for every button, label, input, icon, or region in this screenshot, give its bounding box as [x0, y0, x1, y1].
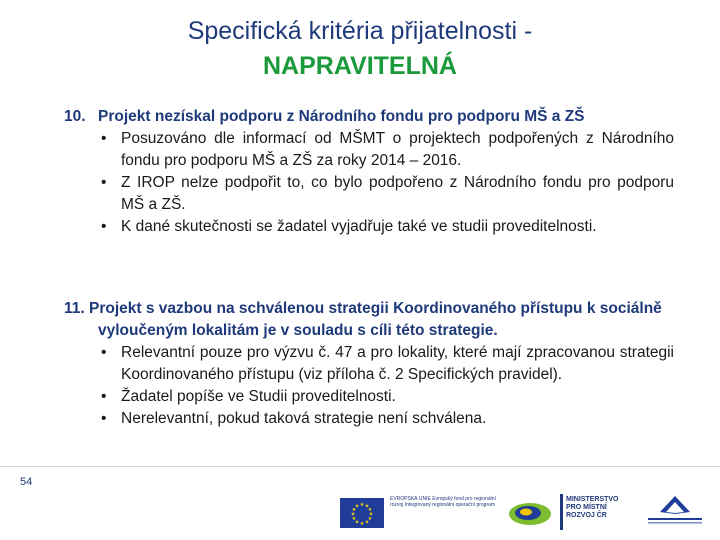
bullet-icon: •	[101, 388, 107, 405]
svg-text:★: ★	[354, 519, 360, 526]
eu-flag-logo	[340, 498, 384, 528]
list-item: • Žadatel popíše ve Studii proveditelnosti.	[64, 386, 674, 408]
list-item: • K dané skutečnosti se žadatel vyjadřuje také ve studii proveditelnosti.	[64, 216, 674, 238]
eu-logo-text: EVROPSKÁ UNIE Evropský fond pro regionální rozvoj Integrovaný regionální operační program	[390, 496, 496, 508]
section-10	[64, 106, 674, 238]
svg-text:★: ★	[354, 503, 360, 510]
svg-text:★: ★	[351, 507, 357, 513]
list-item: • Relevantní pouze pro výzvu č. 47 a pro lokality, které mají zpracovanou strategii Koordinovaného přístupu (viz příloha č. 2 Specifických pravidel).	[101, 344, 674, 383]
svg-text:★: ★	[364, 503, 370, 510]
section-number: 10.	[64, 108, 86, 125]
section-heading	[64, 298, 674, 342]
footer-divider	[0, 466, 720, 467]
list-item: • Posuzováno dle informací od MŠMT o projektech podpořených z Národního fondu pro podporu MŠ a ZŠ za roky 2014 – 2016.	[101, 130, 674, 169]
section-number: 11.	[64, 300, 85, 317]
bullet-icon: •	[101, 410, 107, 427]
crr-logo	[640, 494, 710, 530]
svg-text:★: ★	[364, 519, 370, 526]
page-number: 54	[20, 476, 33, 488]
section-heading	[64, 106, 674, 128]
irop-logo	[506, 498, 554, 528]
svg-text:★: ★	[367, 507, 373, 513]
bullet-list	[64, 342, 674, 430]
bullet-icon: •	[101, 344, 107, 361]
bullet-icon: •	[101, 218, 107, 235]
svg-text:★: ★	[359, 502, 365, 508]
list-item: • Nerelevantní, pokud taková strategie není schválena.	[64, 408, 674, 430]
section-heading-text: Projekt s vazbou na schválenou strategii Koordinovaného přístupu k sociálně vyloučeným lokalitám je v souladu s cíli této strategie.	[89, 300, 662, 339]
section-11	[64, 298, 674, 430]
title-line-2: NAPRAVITELNÁ	[263, 52, 457, 80]
svg-text:★: ★	[368, 511, 374, 518]
svg-text:★: ★	[351, 516, 357, 522]
svg-text:★: ★	[367, 516, 373, 522]
list-item: • Z IROP nelze podpořit to, co bylo podpořeno z Národního fondu pro podporu MŠ a ZŠ.	[101, 174, 674, 213]
mmr-logo-text: MINISTERSTVO PRO MÍSTNÍ ROZVOJ ČR	[566, 496, 619, 519]
section-heading-text: Projekt nezískal podporu z Národního fondu pro podporu MŠ a ZŠ	[98, 108, 585, 125]
bullet-list	[64, 128, 674, 238]
svg-text:★: ★	[359, 521, 365, 527]
bullet-icon: •	[101, 130, 107, 147]
slide-title	[0, 14, 720, 84]
svg-text:★: ★	[350, 511, 356, 518]
title-line-1: Specifická kritéria přijatelnosti -	[187, 17, 533, 45]
bullet-icon: •	[101, 174, 107, 191]
